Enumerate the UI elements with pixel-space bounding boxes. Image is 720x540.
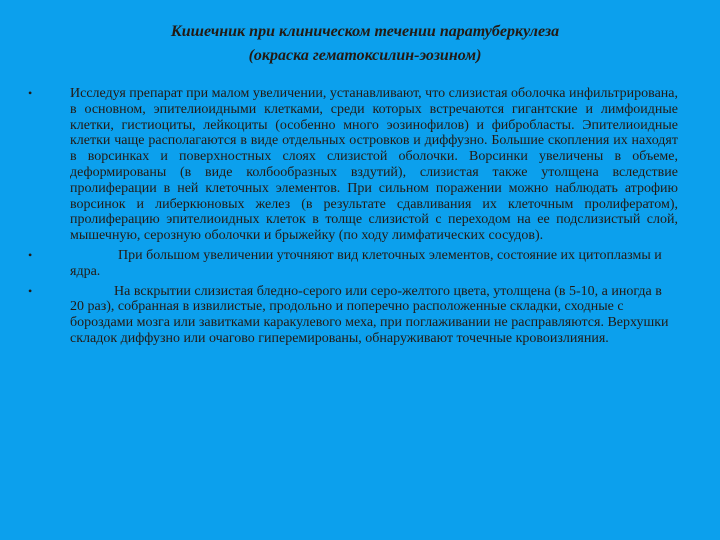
bullet-text: При большом увеличении уточняют вид клеточных элементов, состояние их цитоплазмы и ядра. (70, 247, 662, 279)
bullet-text: На вскрытии слизистая бледно-серого или серо-желтого цвета, утолщена (в 5-10, а иногда в 20 раз), собранная в извилистые, продольно и поперечно расположенные складки, сходные с бороздами мозга или завитками каракулевого меха, при поглаживании не расправляются. Верхушки складок диффузно или очагово гиперемированы, обнаруживают точечные кровоизлияния. (70, 283, 669, 346)
bullet-item (28, 248, 678, 280)
bullet-marker: • (28, 86, 33, 100)
bullet-item (28, 284, 678, 347)
bullet-text: Исследуя препарат при малом увеличении, устанавливают, что слизистая оболочка инфильтрирована, в основном, эпителиоидными клетками, среди которых встречаются гигантские и лимфоидные клетки, гистиоциты, лейкоциты (особенно много эозинофилов) и фибробласты. Эпителиоидные клетки чаще располагаются в виде отдельных островков и диффузно. Большие скопления их находят в ворсинках и поверхностных слоях слизистой оболочки. Ворсинки увеличены в объеме, деформированы (в виде колбообразных вздутий), слизистая также утолщена вследствие пролиферации в ней клеточных элементов. При сильном поражении можно наблюдать атрофию ворсинок и либеркюновых желез (в результате сдавливания их клеточным пролифератом), пролиферацию эпителиоидных клеток в толще слизистой с переходом на ее подслизистый слой, мышечную, серозную оболочки и брыжейку (по ходу лимфатических сосудов). (70, 86, 678, 244)
title-line-2: (окраска гематоксилин-эозином) (248, 47, 482, 64)
bullet-item (28, 86, 678, 244)
bullet-marker: • (28, 247, 33, 262)
bullet-marker: • (28, 283, 33, 298)
bullet-list (28, 86, 678, 347)
title-line-1: Кишечник при клиническом течении паратуберкулеза (170, 23, 560, 40)
slide-title (60, 20, 670, 68)
